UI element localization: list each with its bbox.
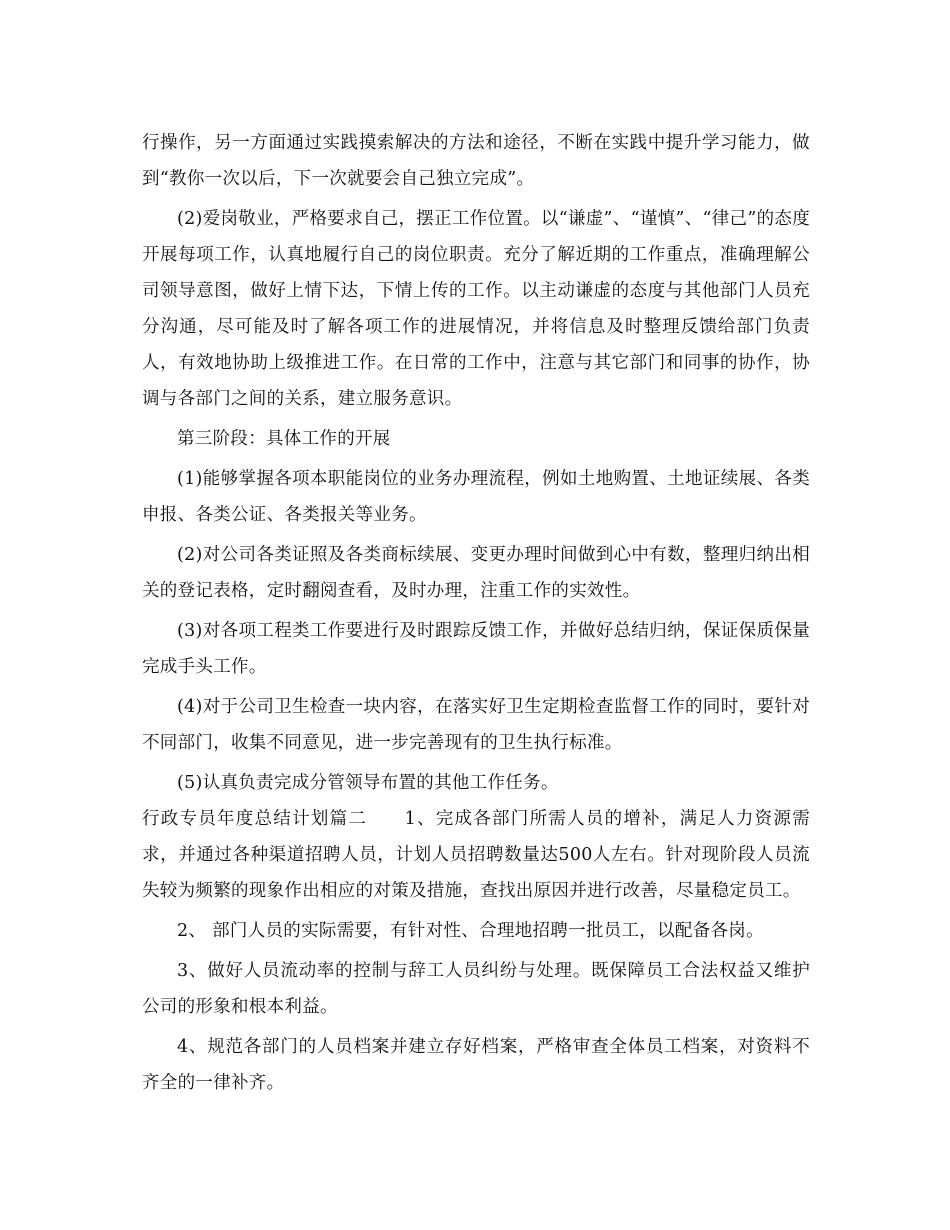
paragraph-item-3-engineering: (3)对各项工程类工作要进行及时跟踪反馈工作，并做好总结归纳，保证保质保量完成手头工作。 (142, 621, 810, 677)
paragraph-item-5-other-tasks: (5)认真负责完成分管领导布置的其他工作任务。 (177, 773, 559, 793)
paragraph-item-4-hygiene: (4)对于公司卫生检查一块内容，在落实好卫生定期检查监督工作的同时，要针对不同部门，收集不同意见，进一步完善现有的卫生执行标准。 (142, 697, 810, 753)
paragraph-point-4-archives: 4、规范各部门的人员档案并建立存好档案，严格审查全体员工档案，对资料不齐全的一律补齐。 (142, 1037, 810, 1093)
paragraph-point-2-staffing: 2、 部门人员的实际需要，有针对性、合理地招聘一批员工，以配备各岗。 (177, 921, 764, 941)
section-heading-stage-three: 第三阶段：具体工作的开展 (177, 429, 391, 449)
paragraph-continuation: 行操作，另一方面通过实践摸索解决的方法和途径，不断在实践中提升学习能力，做到“教你一次以后，下一次就要会自己独立完成”。 (142, 133, 810, 189)
paragraph-part-two-recruiting: 行政专员年度总结计划篇二 1、完成各部门所需人员的增补，满足人力资源需求，并通过各种渠道招聘人员，计划人员招聘数量达500人左右。针对现阶段人员流失较为频繁的现象作出相应的对策及措施，查找出原因并进行改善，尽量稳定员工。 (142, 809, 810, 901)
document-body (142, 125, 810, 1101)
paragraph-item-2-licenses: (2)对公司各类证照及各类商标续展、变更办理时间做到心中有数，整理归纳出相关的登记表格，定时翻阅查看，及时办理，注重工作的实效性。 (142, 545, 810, 601)
paragraph-item-1-procedures: (1)能够掌握各项本职能岗位的业务办理流程，例如土地购置、土地证续展、各类申报、各类公证、各类报关等业务。 (142, 469, 810, 525)
paragraph-point-3-turnover: 3、做好人员流动率的控制与辞工人员纠纷与处理。既保障员工合法权益又维护公司的形象和根本利益。 (142, 961, 810, 1017)
paragraph-item-2-dedication: (2)爱岗敬业，严格要求自己，摆正工作位置。以“谦虚”、“谨慎”、“律己”的态度开展每项工作，认真地履行自己的岗位职责。充分了解近期的工作重点，准确理解公司领导意图，做好上情下达，下情上传的工作。以主动谦虚的态度与其他部门人员充分沟通，尽可能及时了解各项工作的进展情况，并将信息及时整理反馈给部门负责人，有效地协助上级推进工作。在日常的工作中，注意与其它部门和同事的协作，协调与各部门之间的关系，建立服务意识。 (142, 209, 810, 409)
